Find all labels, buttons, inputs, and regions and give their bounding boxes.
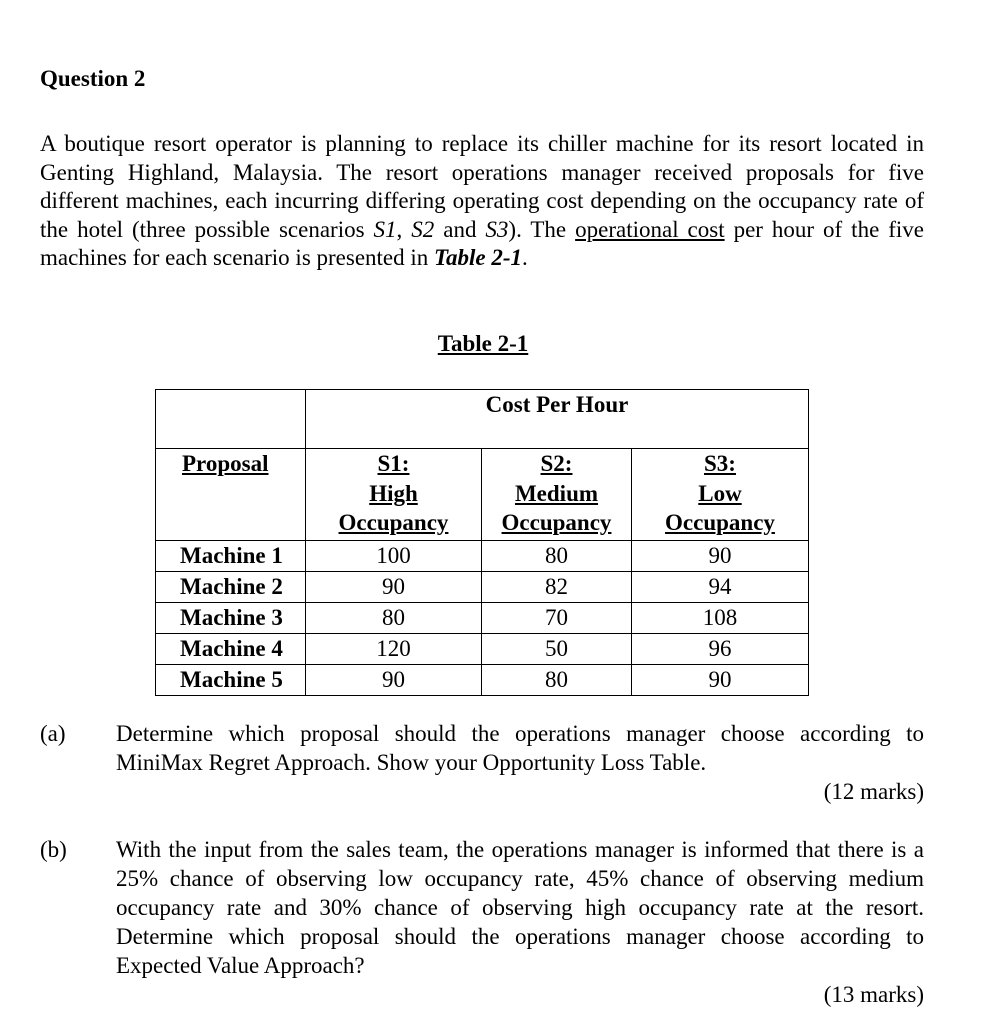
column-header-s2 xyxy=(482,449,632,541)
cost-cell: 80 xyxy=(482,541,632,572)
intro-sep-2: and xyxy=(434,216,486,242)
part-a xyxy=(40,719,924,809)
machine-name: Machine 3 xyxy=(156,603,306,634)
question-heading: Question 2 xyxy=(40,66,146,91)
cost-cell: 100 xyxy=(306,541,482,572)
cost-cell: 70 xyxy=(482,603,632,634)
part-b-marks: (13 marks) xyxy=(823,982,924,1007)
table-caption: Table 2-1 xyxy=(437,331,529,356)
cost-cell: 90 xyxy=(632,665,809,696)
machine-name: Machine 2 xyxy=(156,572,306,603)
cost-cell: 94 xyxy=(632,572,809,603)
scenario-s1: S1 xyxy=(373,216,397,242)
part-a-text: Determine which proposal should the operations manager choose according to MiniMax Regret Approach. Show your Opportunity Loss Table. xyxy=(116,721,924,775)
s2-line2: Occupancy xyxy=(501,510,612,535)
s1-code: S1: xyxy=(377,451,410,476)
cost-cell: 90 xyxy=(306,665,482,696)
part-a-marks: (12 marks) xyxy=(823,779,924,804)
cost-cell: 90 xyxy=(306,572,482,603)
cost-cell: 50 xyxy=(482,634,632,665)
table-row xyxy=(156,572,809,603)
intro-text-3: per hour of the five machines for each scenario is presented in xyxy=(40,216,925,271)
table-column-header-row xyxy=(156,449,809,541)
cost-cell: 96 xyxy=(632,634,809,665)
table-row xyxy=(156,603,809,634)
intro-text-4: . xyxy=(522,245,528,271)
part-b-text: With the input from the sales team, the operations manager is informed that there is a 25% chance of observing low occupancy rate, 45% chance of observing medium occupancy rate and 30% chance of observing high occupancy rate at the resort. Determine which proposal should the operations manager choose according to Expected Value Approach? xyxy=(116,837,924,978)
s2-line1: Medium xyxy=(514,480,599,506)
intro-sep-1: , xyxy=(396,216,412,242)
table-group-header-row xyxy=(156,390,809,449)
cost-cell: 120 xyxy=(306,634,482,665)
column-header-s1 xyxy=(306,449,482,541)
s1-line2: Occupancy xyxy=(338,510,449,535)
table-reference: Table 2-1 xyxy=(434,245,522,271)
scenario-s3: S3 xyxy=(485,216,509,242)
s3-line2: Occupancy xyxy=(665,510,775,535)
proposal-header xyxy=(156,449,306,541)
intro-paragraph xyxy=(40,130,924,273)
cost-cell: 80 xyxy=(306,603,482,634)
cost-cell: 80 xyxy=(482,665,632,696)
table-row xyxy=(156,634,809,665)
intro-text-1: A boutique resort operator is planning to replace its chiller machine for its resort located in Genting Highland, Malaysia. The resort operations manager received proposals for five different machines, each incurring differing operating cost depending on the occupancy rate of the hotel (three possible scenarios xyxy=(40,131,924,242)
s3-line1: Low xyxy=(698,480,742,506)
table-row xyxy=(156,665,809,696)
cost-cell: 82 xyxy=(482,572,632,603)
intro-text-2: ). The xyxy=(508,216,576,242)
cost-per-hour-header: Cost Per Hour xyxy=(306,390,809,449)
machine-name: Machine 4 xyxy=(156,634,306,665)
empty-header-cell xyxy=(156,390,306,449)
cost-table xyxy=(155,389,809,696)
machine-name: Machine 1 xyxy=(156,541,306,572)
s3-code: S3: xyxy=(704,451,736,476)
part-a-label: (a) xyxy=(40,721,66,746)
proposal-header-label: Proposal xyxy=(182,451,269,476)
operational-cost-term: operational cost xyxy=(575,216,725,242)
s2-code: S2: xyxy=(540,451,573,476)
part-b-label: (b) xyxy=(40,837,67,862)
cost-cell: 108 xyxy=(632,603,809,634)
table-row xyxy=(156,541,809,572)
s1-line1: High xyxy=(369,480,418,506)
part-b xyxy=(40,835,924,1015)
scenario-s2: S2 xyxy=(411,216,435,242)
machine-name: Machine 5 xyxy=(156,665,306,696)
cost-cell: 90 xyxy=(632,541,809,572)
column-header-s3 xyxy=(632,449,809,541)
